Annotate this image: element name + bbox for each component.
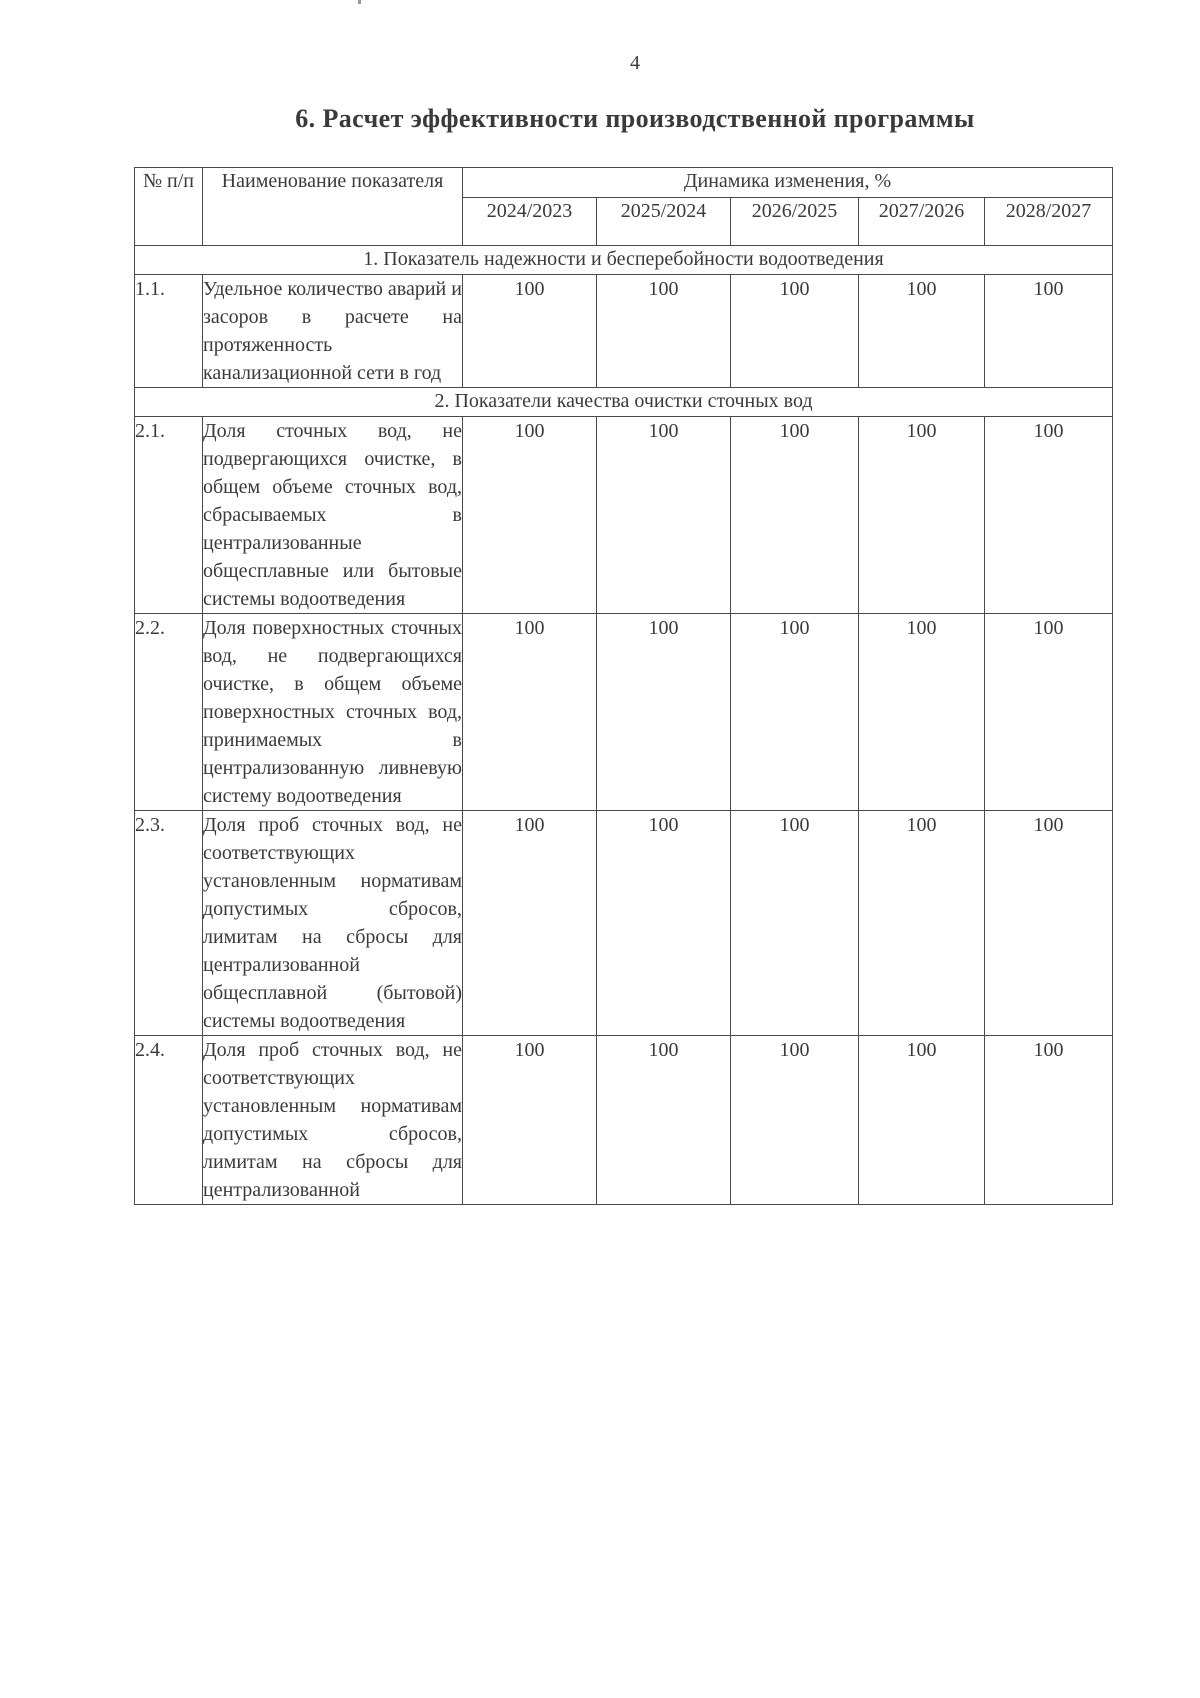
- row-value: 100: [985, 417, 1113, 614]
- table-row: [135, 811, 1113, 1036]
- row-value: 100: [985, 811, 1113, 1036]
- row-value: 100: [731, 1036, 859, 1205]
- page-number: 4: [630, 52, 640, 74]
- table-row: [135, 275, 1113, 388]
- header-name: Наименование показателя: [203, 168, 463, 246]
- row-name-text: Доля проб сточных вод, не соответствующих установленным нормативам допустимых сбросов, лимитам на сбросы для централизованной общесплавной (бытовой) системы водоотведения: [203, 814, 462, 1032]
- header-num: № п/п: [135, 168, 203, 246]
- row-value: 100: [597, 417, 731, 614]
- row-name-text: Доля поверхностных сточных вод, не подвергающихся очистке, в общем объеме поверхностных сточных вод, принимаемых в централизованную ливневую систему водоотведения: [203, 617, 462, 807]
- row-value: 100: [859, 275, 985, 388]
- header-year: 2027/2026: [859, 198, 985, 246]
- row-name-text: Доля сточных вод, не подвергающихся очистке, в общем объеме сточных вод, сбрасываемых в централизованные общесплавные или бытовые системы водоотведения: [203, 420, 462, 610]
- header-year: 2024/2023: [463, 198, 597, 246]
- row-value: 100: [597, 811, 731, 1036]
- row-value: 100: [463, 275, 597, 388]
- row-name: [203, 1036, 463, 1205]
- section-title: 1. Показатель надежности и бесперебойности водоотведения: [135, 246, 1113, 275]
- row-name: [203, 614, 463, 811]
- row-value: 100: [463, 811, 597, 1036]
- page-title: 6. Расчет эффективности производственной программы: [295, 104, 975, 133]
- row-name-text: Доля проб сточных вод, не соответствующих установленным нормативам допустимых сбросов, лимитам на сбросы для централизованной: [203, 1039, 462, 1201]
- table-row: [135, 1036, 1113, 1205]
- row-value: 100: [463, 1036, 597, 1205]
- row-value: 100: [859, 811, 985, 1036]
- row-value: 100: [731, 811, 859, 1036]
- row-number: 2.1.: [135, 417, 203, 614]
- row-value: 100: [985, 1036, 1113, 1205]
- row-number: 2.2.: [135, 614, 203, 811]
- row-value: 100: [597, 1036, 731, 1205]
- row-value: 100: [597, 614, 731, 811]
- section-row: [135, 246, 1113, 275]
- row-value: 100: [859, 614, 985, 811]
- row-value: 100: [597, 275, 731, 388]
- table-row: [135, 417, 1113, 614]
- header-year: 2026/2025: [731, 198, 859, 246]
- row-value: 100: [463, 417, 597, 614]
- row-value: 100: [463, 614, 597, 811]
- section-title: 2. Показатели качества очистки сточных вод: [135, 388, 1113, 417]
- section-row: [135, 388, 1113, 417]
- row-value: 100: [731, 614, 859, 811]
- table-row: [135, 614, 1113, 811]
- row-value: 100: [731, 275, 859, 388]
- row-name-text: Удельное количество аварий и засоров в расчете на протяженность канализационной сети в год: [203, 278, 462, 384]
- row-value: 100: [859, 1036, 985, 1205]
- row-value: 100: [859, 417, 985, 614]
- row-number: 2.4.: [135, 1036, 203, 1205]
- row-value: 100: [985, 614, 1113, 811]
- row-value: 100: [985, 275, 1113, 388]
- header-dynamics: Динамика изменения, %: [463, 168, 1113, 198]
- row-name: [203, 811, 463, 1036]
- row-number: 1.1.: [135, 275, 203, 388]
- row-value: 100: [731, 417, 859, 614]
- row-name: [203, 275, 463, 388]
- row-name: [203, 417, 463, 614]
- header-year: 2028/2027: [985, 198, 1113, 246]
- efficiency-table: [134, 167, 1113, 1205]
- header-year: 2025/2024: [597, 198, 731, 246]
- scan-speck: [358, 0, 361, 4]
- row-number: 2.3.: [135, 811, 203, 1036]
